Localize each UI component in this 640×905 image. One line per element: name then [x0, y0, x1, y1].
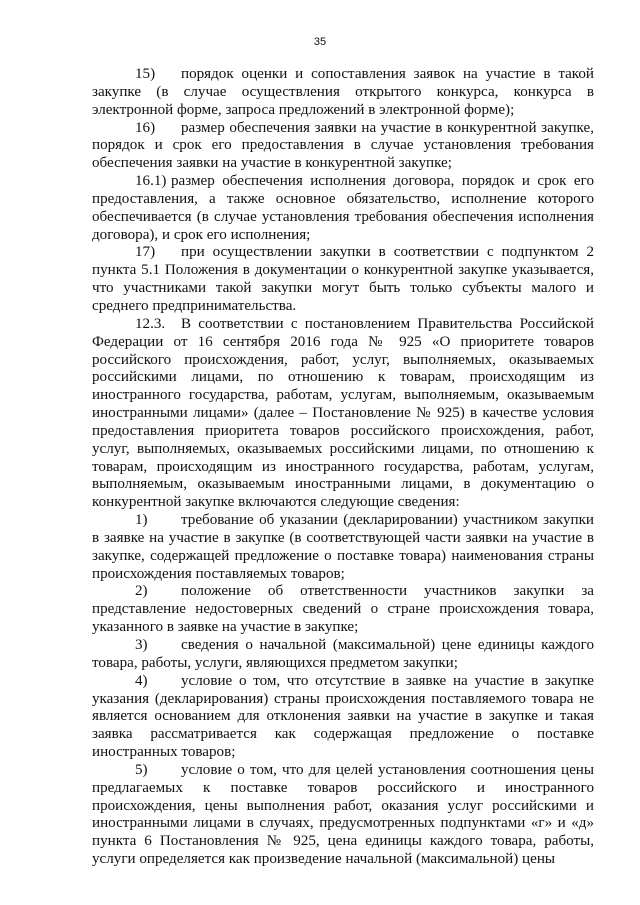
item-text: требование об указании (декларировании) участником закупки в заявке на участие в закупке (в соответствующей части заявки на участие в закупке, содержащей предложение о поставке товара) наименования страны происхождения поставляемых товаров; [92, 512, 594, 582]
list-item-17 [92, 244, 594, 315]
item-text: размер обеспечения заявки на участие в конкурентной закупке, порядок и срок его предоставления в случае установления требования обеспечения заявки на участие в конкурентной закупке; [92, 119, 594, 172]
item-text: условие о том, что отсутствие в заявке на участие в закупке указания (декларирования) страны происхождения поставляемого товара не является основанием для отклонения заявки на участие в закупке и такая заявка рассматривается как содержащая предложение о поставке иностранных товаров; [92, 672, 594, 761]
item-text: сведения о начальной (максимальной) цене единицы каждого товара, работы, услуги, являющихся предметом закупки; [92, 637, 594, 671]
item-number: 3) [135, 637, 148, 653]
item-number: 5) [135, 761, 148, 778]
item-text: при осуществлении закупки в соответствии с подпунктом 2 пункта 5.1 Положения в документации о конкурентной закупке указывается, что участниками такой закупки могут быть только субъекты малого и среднего предпринимательства. [92, 244, 594, 314]
item-number: 1) [135, 512, 148, 529]
page-number: 35 [313, 36, 327, 48]
item-text: условие о том, что для целей установления соотношения цены предлагаемых к поставке товаров российского и иностранного происхождения, цены выполнения работ, оказания услуг российскими и иностранными лицами в случаях, предусмотренных подпунктами «г» и «д» пункта 6 Постановления № 925, цена единицы каждого товара, работы, услуги определяется как произведение начальной (максимальной) цены [92, 761, 594, 868]
item-number: 16.1) [135, 173, 167, 190]
item-text: порядок оценки и сопоставления заявок на участие в такой закупке (в случае осуществления открытого конкурса, конкурса в электронной форме, запроса предложений в электронной форме); [92, 66, 594, 118]
section-text: В соответствии с постановлением Правительства Российской Федерации от 16 сентября 2016 года № 925 «О приоритете товаров российского происхождения, работ, услуг, выполняемых, оказываемых российскими лицами, по отношению к товарам, происходящим из иностранного государства, работам, услугам, выполняемым, оказываемым иностранными лицами» (далее – Постановление № 925) в качестве условия предоставления приоритета товаров российского происхождения, работ, услуг, выполняемых, оказываемых российскими лицами, по отношению к товарам, происходящим из иностранного государства, работам, услугам, выполняемым, оказываемым иностранными лицами, в документацию о конкурентной закупке включаются следующие сведения: [92, 315, 594, 511]
list-item-16 [92, 120, 594, 174]
list-item-1 [92, 512, 594, 583]
list-item-16-1 [92, 173, 594, 244]
list-item-3 [92, 637, 594, 673]
list-item-15 [92, 66, 594, 120]
list-item-2 [92, 583, 594, 637]
item-number: 15) [135, 66, 156, 82]
section-12-3 [92, 316, 594, 512]
document-body [92, 66, 594, 869]
section-number: 12.3. [135, 315, 166, 332]
item-number: 17) [135, 244, 156, 261]
item-text: положение об ответственности участников закупки за представление недостоверных сведений о стране происхождения товара, указанного в заявке на участие в закупке; [92, 583, 594, 636]
list-item-5 [92, 762, 594, 869]
list-item-4 [92, 673, 594, 762]
item-text: размер обеспечения исполнения договора, порядок и срок его предоставления, а также основное обязательство, исполнение которого обеспечивается (в случае установления требования обеспечения исполнения договора), и срок его исполнения; [92, 173, 594, 243]
item-number: 4) [135, 672, 148, 689]
item-number: 2) [135, 583, 148, 600]
item-number: 16) [135, 119, 156, 136]
